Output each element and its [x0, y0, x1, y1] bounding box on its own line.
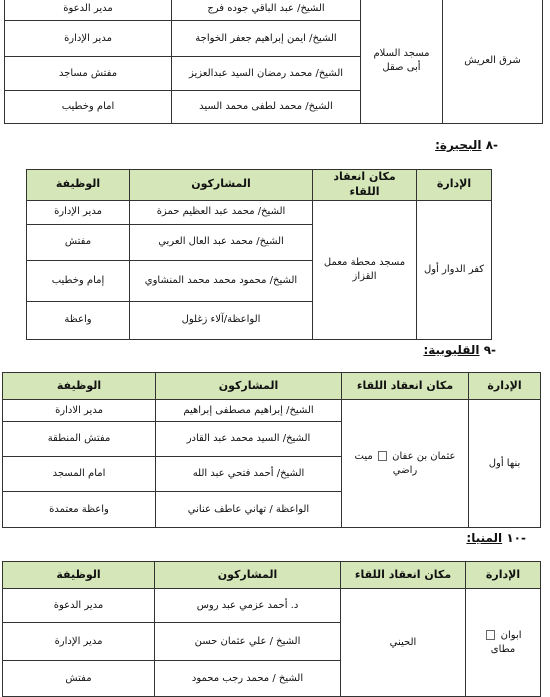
header-job: الوظيفة — [3, 562, 155, 589]
beheira-table — [26, 169, 492, 340]
job-cell: امام وخطيب — [5, 91, 172, 124]
job-cell: مدير الإدارة — [5, 21, 172, 57]
table-header-row — [27, 170, 492, 201]
place-cell: الحيني — [341, 589, 466, 697]
job-cell: إمام وخطيب — [27, 260, 130, 301]
placeholder-box-icon — [378, 451, 387, 461]
header-participants: المشاركون — [155, 562, 341, 589]
participant-cell: الشيخ/ محمد رمضان السيد عبدالعزيز — [172, 57, 361, 91]
job-cell: مدير الدعوة — [3, 589, 155, 623]
participant-cell: الشيخ/ محمد عبد العظيم حمزة — [130, 200, 313, 224]
section-number: -١٠ — [506, 531, 526, 545]
place-cell: مسجد السلام أبى صقل — [361, 0, 443, 124]
participant-cell: الشيخ/ ايمن إبراهيم جعفر الخواجة — [172, 21, 361, 57]
participant-cell: الشيخ/ السيد محمد عبد القادر — [156, 422, 342, 457]
idara-cell: بنها أول — [469, 400, 541, 528]
header-participants: المشاركون — [156, 373, 342, 400]
section-title: البحيرة: — [435, 138, 482, 152]
place-text-part1: عثمان بن عفان — [392, 451, 456, 462]
section-heading-qalyubia — [423, 343, 496, 357]
header-idara: الإدارة — [469, 373, 541, 400]
table-row — [3, 589, 541, 623]
participant-cell: الشيخ/ عبد الباقي جوده فرج — [172, 0, 361, 21]
qalyubia-table — [2, 372, 541, 528]
job-cell: مفتش — [27, 224, 130, 260]
section-heading-beheira — [435, 138, 498, 152]
participant-cell: الشيخ/ أحمد فتحي عبد الله — [156, 457, 342, 492]
job-cell: واعظة — [27, 301, 130, 339]
job-cell: مدير الإدارة — [27, 200, 130, 224]
place-text-part2: ميت راضي — [354, 451, 418, 476]
job-cell: مفتش المنطقة — [3, 422, 156, 457]
sharq-arish-table — [4, 0, 543, 124]
participant-cell: الشيخ / علي عثمان حسن — [155, 623, 341, 661]
job-cell: واعظة معتمدة — [3, 492, 156, 528]
section-number: -٩ — [483, 343, 496, 357]
placeholder-box-icon — [486, 630, 495, 640]
participant-cell: الشيخ/ إبراهيم مصطفى إبراهيم — [156, 400, 342, 422]
section-title: المنيا: — [466, 531, 503, 545]
job-cell: مدير الدعوة — [5, 0, 172, 21]
job-cell: مدير الإدارة — [3, 623, 155, 661]
section-title: القليوبية: — [423, 343, 480, 357]
participant-cell: الشيخ / محمد رجب محمود — [155, 661, 341, 697]
table-row — [3, 400, 541, 422]
job-cell: مدير الادارة — [3, 400, 156, 422]
job-cell: مفتش مساجد — [5, 57, 172, 91]
table-header-row — [3, 373, 541, 400]
participant-cell: الواعظة / تهاني عاطف عناني — [156, 492, 342, 528]
section-heading-minya — [466, 531, 526, 545]
header-place: مكان انعقاد اللقاء — [342, 373, 469, 400]
header-idara: الإدارة — [417, 170, 492, 201]
header-place: مكان انعقاد اللقاء — [341, 562, 466, 589]
job-cell: امام المسجد — [3, 457, 156, 492]
header-job: الوظيفة — [27, 170, 130, 201]
header-participants: المشاركون — [130, 170, 313, 201]
header-place: مكان انعقاد اللقاء — [313, 170, 417, 201]
idara-cell — [466, 589, 541, 697]
minya-table — [2, 561, 541, 697]
idara-cell: شرق العريش — [443, 0, 543, 124]
idara-cell: كفر الدوار أول — [417, 200, 492, 339]
table-row — [5, 0, 543, 21]
participant-cell: الشيخ/ محمد لطفى محمد السيد — [172, 91, 361, 124]
table-row — [27, 200, 492, 224]
idara-text-part2: مطاى — [490, 643, 516, 655]
section-number: -٨ — [485, 138, 498, 152]
table-header-row — [3, 562, 541, 589]
participant-cell: د. أحمد عزمي عبد روس — [155, 589, 341, 623]
idara-text-part1: ابوان — [500, 630, 522, 641]
participant-cell: الشيخ/ محمود محمد محمد المنشاوي — [130, 260, 313, 301]
job-cell: مفتش — [3, 661, 155, 697]
participant-cell: الواعظة/آلاء زغلول — [130, 301, 313, 339]
header-idara: الإدارة — [466, 562, 541, 589]
place-cell — [342, 400, 469, 528]
place-cell: مسجد محطة معمل القزاز — [313, 200, 417, 339]
header-job: الوظيفة — [3, 373, 156, 400]
participant-cell: الشيخ/ محمد عبد العال العربي — [130, 224, 313, 260]
